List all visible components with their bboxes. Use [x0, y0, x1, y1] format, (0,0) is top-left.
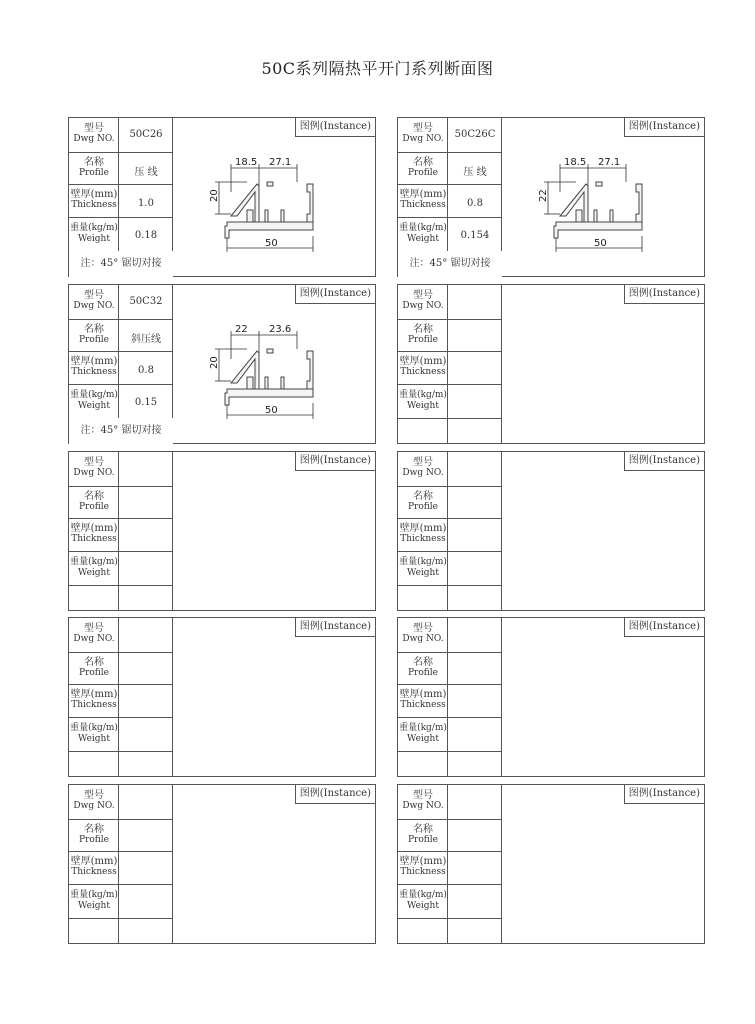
weight-label: 重量(kg/m) Weight — [399, 890, 447, 911]
profile-label: 名称 Profile — [79, 824, 109, 845]
row-divider — [69, 717, 173, 718]
profile-value: 压 线 — [134, 167, 158, 178]
instance-label: 图例(Instance) — [624, 618, 704, 637]
profile-card — [68, 784, 376, 944]
dwg-label: 型号 Dwg NO. — [402, 457, 444, 478]
thickness-label: 壁厚(mm) Thickness — [399, 356, 447, 377]
weight-label: 重量(kg/m) Weight — [70, 557, 118, 578]
instance-label: 图例(Instance) — [295, 452, 375, 471]
instance-label: 图例(Instance) — [295, 618, 375, 637]
profile-label: 名称 Profile — [408, 491, 438, 512]
row-divider — [398, 751, 502, 752]
profile-section-drawing — [207, 319, 327, 429]
row-divider — [398, 518, 502, 519]
row-divider — [398, 551, 502, 552]
page-title: 50C系列隔热平开门系列断面图 — [261, 59, 494, 78]
profile-value: 斜压线 — [131, 334, 161, 345]
profile-card — [397, 117, 705, 277]
row-divider — [69, 351, 173, 352]
instance-label: 图例(Instance) — [295, 785, 375, 804]
cutting-note: 注：45° 锯切对接 — [398, 251, 502, 277]
dim-top-a: 18.5 — [564, 157, 587, 168]
row-divider — [69, 384, 173, 385]
row-divider — [398, 717, 502, 718]
row-divider — [398, 351, 502, 352]
dim-top-a: 22 — [235, 324, 248, 335]
profile-label: 名称 Profile — [408, 157, 438, 178]
thickness-label: 壁厚(mm) Thickness — [70, 689, 118, 710]
weight-value: 0.18 — [134, 230, 158, 241]
dim-top-b: 23.6 — [269, 324, 292, 335]
value-column — [119, 618, 173, 776]
dwg-label: 型号 Dwg NO. — [73, 290, 115, 311]
row-divider — [398, 184, 502, 185]
row-divider — [69, 585, 173, 586]
row-divider — [398, 918, 502, 919]
row-divider — [69, 551, 173, 552]
thickness-value: 0.8 — [138, 365, 154, 376]
thickness-label: 壁厚(mm) Thickness — [399, 856, 447, 877]
row-divider — [398, 384, 502, 385]
dwg-value: 50C32 — [129, 296, 163, 307]
thickness-label: 壁厚(mm) Thickness — [70, 356, 118, 377]
row-divider — [69, 851, 173, 852]
thickness-label: 壁厚(mm) Thickness — [399, 523, 447, 544]
weight-label: 重量(kg/m) Weight — [70, 390, 118, 411]
profile-card — [397, 617, 705, 777]
row-divider — [398, 819, 502, 820]
row-divider — [398, 585, 502, 586]
dwg-label: 型号 Dwg NO. — [402, 790, 444, 811]
profile-card — [397, 784, 705, 944]
instance-label: 图例(Instance) — [295, 285, 375, 304]
value-column — [119, 452, 173, 610]
row-divider — [69, 217, 173, 218]
thickness-label: 壁厚(mm) Thickness — [70, 189, 118, 210]
row-divider — [398, 418, 502, 419]
weight-label: 重量(kg/m) Weight — [70, 723, 118, 744]
dim-bottom: 50 — [594, 238, 607, 249]
thickness-label: 壁厚(mm) Thickness — [70, 856, 118, 877]
thickness-label: 壁厚(mm) Thickness — [399, 189, 447, 210]
dwg-label: 型号 Dwg NO. — [73, 623, 115, 644]
row-divider — [398, 851, 502, 852]
profile-card — [68, 451, 376, 611]
value-column — [448, 285, 502, 443]
profile-card — [397, 284, 705, 444]
profile-section-drawing — [536, 152, 656, 262]
row-divider — [69, 884, 173, 885]
value-column — [119, 785, 173, 943]
row-divider — [398, 319, 502, 320]
profile-section-drawing — [207, 152, 327, 262]
row-divider — [69, 918, 173, 919]
row-divider — [69, 319, 173, 320]
thickness-label: 壁厚(mm) Thickness — [399, 689, 447, 710]
row-divider — [398, 884, 502, 885]
row-divider — [69, 486, 173, 487]
cutting-note: 注：45° 锯切对接 — [69, 418, 173, 444]
dim-top-a: 18.5 — [235, 157, 258, 168]
thickness-value: 1.0 — [138, 198, 154, 209]
profile-label: 名称 Profile — [79, 324, 109, 345]
dim-bottom: 50 — [265, 405, 278, 416]
dwg-label: 型号 Dwg NO. — [73, 457, 115, 478]
profile-label: 名称 Profile — [79, 657, 109, 678]
weight-value: 0.15 — [134, 397, 158, 408]
profile-label: 名称 Profile — [408, 824, 438, 845]
instance-label: 图例(Instance) — [624, 285, 704, 304]
row-divider — [398, 217, 502, 218]
profile-label: 名称 Profile — [79, 491, 109, 512]
thickness-value: 0.8 — [467, 198, 483, 209]
profile-label: 名称 Profile — [408, 324, 438, 345]
dim-top-b: 27.1 — [598, 157, 621, 168]
dim-side: 20 — [209, 189, 220, 202]
row-divider — [69, 518, 173, 519]
dim-side: 22 — [538, 189, 549, 202]
row-divider — [398, 684, 502, 685]
instance-label: 图例(Instance) — [624, 118, 704, 137]
cutting-note: 注：45° 锯切对接 — [69, 251, 173, 277]
profile-label: 名称 Profile — [408, 657, 438, 678]
row-divider — [69, 684, 173, 685]
row-divider — [398, 486, 502, 487]
instance-label: 图例(Instance) — [295, 118, 375, 137]
profile-card — [397, 451, 705, 611]
dwg-label: 型号 Dwg NO. — [402, 623, 444, 644]
weight-label: 重量(kg/m) Weight — [399, 390, 447, 411]
thickness-label: 壁厚(mm) Thickness — [70, 523, 118, 544]
weight-label: 重量(kg/m) Weight — [70, 890, 118, 911]
profile-value: 压 线 — [463, 167, 487, 178]
value-column — [448, 618, 502, 776]
weight-label: 重量(kg/m) Weight — [399, 557, 447, 578]
dwg-label: 型号 Dwg NO. — [402, 290, 444, 311]
row-divider — [69, 184, 173, 185]
dim-bottom: 50 — [265, 238, 278, 249]
profile-card — [68, 284, 376, 444]
row-divider — [398, 152, 502, 153]
instance-label: 图例(Instance) — [624, 785, 704, 804]
weight-value: 0.154 — [460, 230, 490, 241]
weight-label: 重量(kg/m) Weight — [70, 223, 118, 244]
row-divider — [69, 652, 173, 653]
value-column — [448, 785, 502, 943]
row-divider — [398, 652, 502, 653]
row-divider — [69, 152, 173, 153]
row-divider — [69, 751, 173, 752]
profile-card — [68, 617, 376, 777]
dwg-label: 型号 Dwg NO. — [73, 790, 115, 811]
profile-label: 名称 Profile — [79, 157, 109, 178]
dwg-value: 50C26C — [454, 129, 496, 140]
dim-side: 20 — [209, 356, 220, 369]
dwg-value: 50C26 — [129, 129, 163, 140]
profile-card — [68, 117, 376, 277]
weight-label: 重量(kg/m) Weight — [399, 223, 447, 244]
instance-label: 图例(Instance) — [624, 452, 704, 471]
row-divider — [69, 819, 173, 820]
dwg-label: 型号 Dwg NO. — [73, 123, 115, 144]
dwg-label: 型号 Dwg NO. — [402, 123, 444, 144]
dim-top-b: 27.1 — [269, 157, 292, 168]
value-column — [448, 452, 502, 610]
weight-label: 重量(kg/m) Weight — [399, 723, 447, 744]
